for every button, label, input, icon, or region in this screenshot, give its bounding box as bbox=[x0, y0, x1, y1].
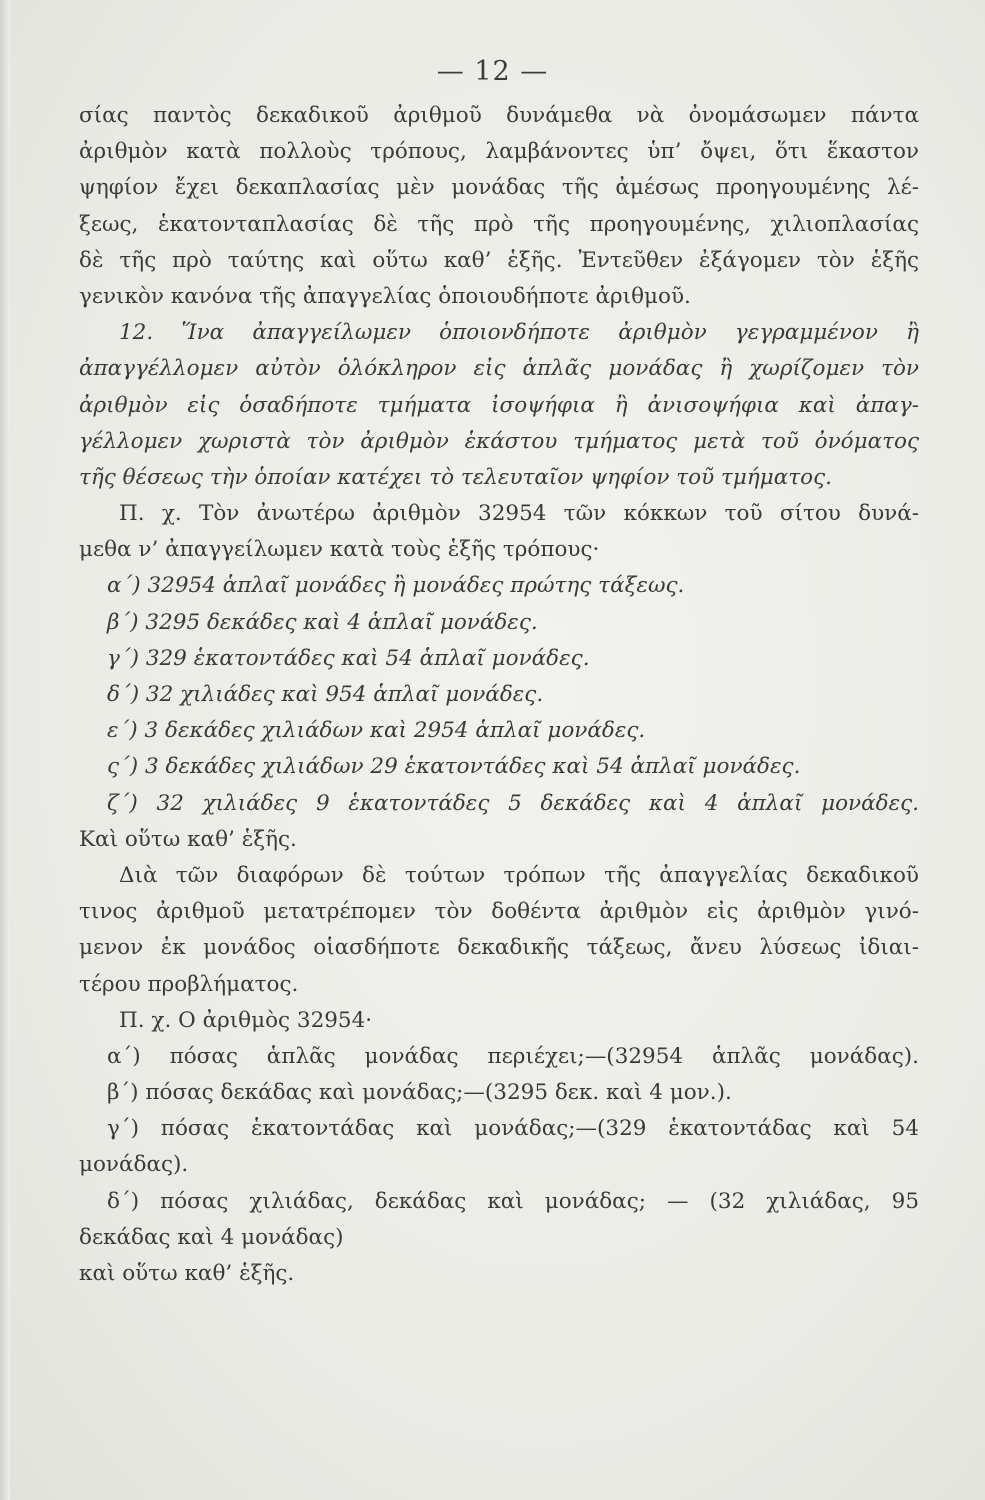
text-line: μονάδας). bbox=[79, 1152, 189, 1178]
text-line: γενικὸν κανόνα τῆς ἀπαγγελίας ὁποιουδήποτε ἀριθμοῦ. bbox=[79, 283, 691, 309]
text-line: Καὶ οὕτω καθ’ ἑξῆς. bbox=[79, 826, 297, 852]
text-line: δὲ τῆς πρὸ ταύτης καὶ οὕτω καθ’ ἑξῆς. Ἐντεῦθεν ἐξάγομεν τὸν ἑξῆς bbox=[79, 247, 919, 273]
text-line: καὶ οὕτω καθ’ ἑξῆς. bbox=[79, 1261, 295, 1286]
text-line: ψηφίον ἔχει δεκαπλασίας μὲν μονάδας τῆς ἀμέσως προηγουμένης λέ- bbox=[79, 175, 919, 201]
text-line: Διὰ τῶν διαφόρων δὲ τούτων τρόπων τῆς ἀπαγγελίας δεκαδικοῦ bbox=[119, 862, 919, 888]
page-edge-shadow bbox=[0, 0, 10, 1500]
text-line: δ΄) πόσας χιλιάδας, δεκάδας καὶ μονάδας; — (32 χιλιάδας, 95 bbox=[107, 1188, 919, 1214]
body-text bbox=[79, 98, 919, 1292]
text-line: τῆς θέσεως τὴν ὁποίαν κατέχει τὸ τελευταῖον ψηφίον τοῦ τμήματος. bbox=[79, 464, 832, 490]
text-line: ς΄) 3 δεκάδες χιλιάδων 29 ἑκατοντάδες καὶ 54 ἁπλαῖ μονάδες. bbox=[107, 754, 801, 780]
text-line: γέλλομεν χωριστὰ τὸν ἀριθμὸν ἑκάστου τμήματος μετὰ τοῦ ὀνόματος bbox=[79, 428, 919, 454]
text-line: α΄) πόσας ἁπλᾶς μονάδας περιέχει;—(32954 ἁπλᾶς μονάδας). bbox=[107, 1043, 919, 1069]
text-line: Π. χ. Τὸν ἀνωτέρω ἀριθμὸν 32954 τῶν κόκκων τοῦ σίτου δυνά- bbox=[119, 501, 919, 527]
text-line: δ΄) 32 χιλιάδες καὶ 954 ἁπλαῖ μονάδες. bbox=[107, 682, 544, 707]
text-line: γ΄) 329 ἑκατοντάδες καὶ 54 ἁπλαῖ μονάδες. bbox=[107, 645, 590, 671]
text-line: ζ΄) 32 χιλιάδες 9 ἑκατοντάδες 5 δεκάδες καὶ 4 ἁπλαῖ μονάδες. bbox=[107, 790, 919, 816]
text-line: ἀριθμὸν εἰς ὁσαδήποτε τμήματα ἰσοψήφια ἢ ἀνισοψήφια καὶ ἀπαγ- bbox=[79, 392, 919, 418]
text-line: Π. χ. Ο ἀριθμὸς 32954· bbox=[119, 1007, 373, 1033]
text-line: β΄) πόσας δεκάδας καὶ μονάδας;—(3295 δεκ. καὶ 4 μον.). bbox=[107, 1080, 732, 1106]
text-line: σίας παντὸς δεκαδικοῦ ἀριθμοῦ δυνάμεθα νὰ ὀνομάσωμεν πάντα bbox=[79, 103, 919, 128]
page-number: — 12 — bbox=[436, 56, 549, 87]
text-line: τέρου προβλήματος. bbox=[79, 971, 299, 997]
text-line: 12. Ἵνα ἀπαγγείλωμεν ὁποιονδήποτε ἀριθμὸν γεγραμμένον ἢ bbox=[119, 320, 919, 346]
text-line: δεκάδας καὶ 4 μονάδας) bbox=[79, 1224, 344, 1250]
text-line: τινος ἀριθμοῦ μετατρέπομεν τὸν δοθέντα ἀριθμὸν εἰς ἀριθμὸν γινό- bbox=[79, 899, 919, 925]
text-line: α΄) 32954 ἁπλαῖ μονάδες ἢ μονάδες πρώτης τάξεως. bbox=[107, 573, 685, 599]
text-line: μεθα ν’ ἀπαγγείλωμεν κατὰ τοὺς ἑξῆς τρόπους· bbox=[79, 537, 600, 563]
text-line: μενον ἐκ μονάδος οἱασδήποτε δεκαδικῆς τάξεως, ἄνευ λύσεως ἰδιαι- bbox=[79, 935, 919, 961]
text-line: ξεως, ἑκατονταπλασίας δὲ τῆς πρὸ τῆς προηγουμένης, χιλιοπλασίας bbox=[79, 211, 919, 237]
text-line: β΄) 3295 δεκάδες καὶ 4 ἁπλαῖ μονάδες. bbox=[107, 609, 538, 635]
text-line: ἀπαγγέλλομεν αὐτὸν ὁλόκληρον εἰς ἁπλᾶς μονάδας ἢ χωρίζομεν τὸν bbox=[79, 356, 919, 382]
text-line: γ΄) πόσας ἑκατοντάδας καὶ μονάδας;—(329 ἑκατοντάδας καὶ 54 bbox=[107, 1116, 919, 1142]
text-line: ε΄) 3 δεκάδες χιλιάδων καὶ 2954 ἁπλαῖ μονάδες. bbox=[107, 718, 646, 744]
text-line: ἀριθμὸν κατὰ πολλοὺς τρόπους, λαμβάνοντες ὑπ’ ὄψει, ὅτι ἕκαστον bbox=[79, 139, 919, 165]
